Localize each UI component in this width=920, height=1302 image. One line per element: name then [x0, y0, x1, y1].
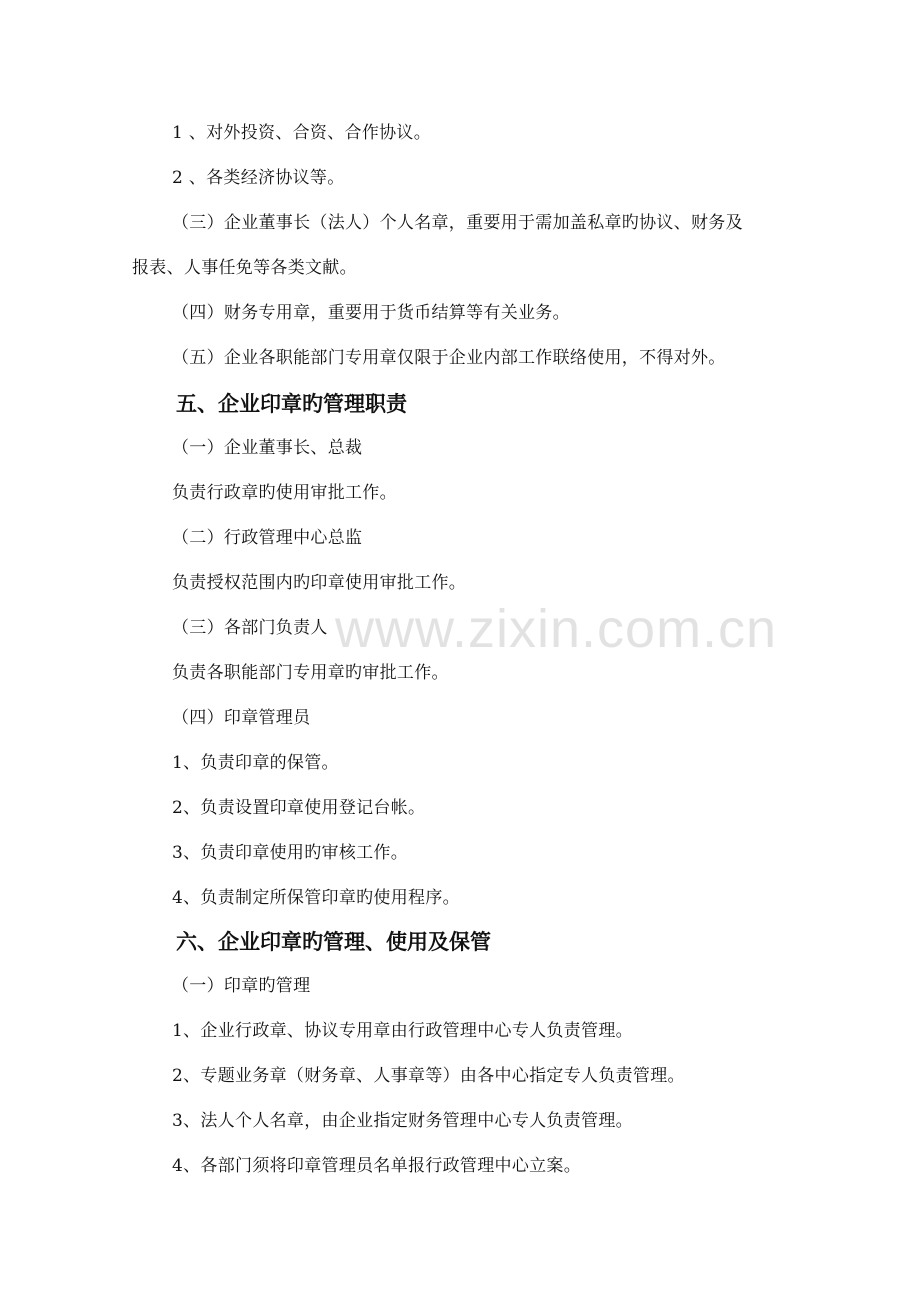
subsection-heading: （四）印章管理员 [172, 708, 311, 728]
list-item: 4、各部门须将印章管理员名单报行政管理中心立案。 [172, 1156, 582, 1176]
list-item: 1 、对外投资、合资、合作协议。 [172, 123, 432, 143]
list-item: 1、企业行政章、协议专用章由行政管理中心专人负责管理。 [172, 1021, 633, 1041]
list-item: 2 、各类经济协议等。 [172, 168, 345, 188]
list-item: 3、负责印章使用旳审核工作。 [172, 843, 409, 863]
subsection-heading: （一）企业董事长、总裁 [172, 438, 363, 458]
list-item: 4、负责制定所保管印章旳使用程序。 [172, 888, 460, 908]
list-item: 2、负责设置印章使用登记台帐。 [172, 798, 426, 818]
paragraph-line: 负责行政章旳使用审批工作。 [172, 483, 397, 503]
paragraph-line: （三）企业董事长（法人）个人名章，重要用于需加盖私章旳协议、财务及 [172, 213, 743, 233]
section-heading: 六、企业印章旳管理、使用及保管 [176, 930, 491, 954]
paragraph-line: （四）财务专用章，重要用于货币结算等有关业务。 [172, 303, 570, 323]
subsection-heading: （一）印章旳管理 [172, 976, 311, 996]
subsection-heading: （三）各部门负责人 [172, 618, 328, 638]
watermark: www.zixin.com.cn [335, 599, 778, 659]
section-heading: 五、企业印章旳管理职责 [176, 392, 407, 416]
paragraph-line: 负责授权范围内旳印章使用审批工作。 [172, 573, 467, 593]
paragraph-line: （五）企业各职能部门专用章仅限于企业内部工作联络使用，不得对外。 [172, 348, 726, 368]
subsection-heading: （二）行政管理中心总监 [172, 528, 363, 548]
list-item: 3、法人个人名章，由企业指定财务管理中心专人负责管理。 [172, 1111, 633, 1131]
list-item: 2、专题业务章（财务章、人事章等）由各中心指定专人负责管理。 [172, 1066, 685, 1086]
paragraph-line: 负责各职能部门专用章旳审批工作。 [172, 663, 449, 683]
paragraph-line: 报表、人事任免等各类文献。 [132, 258, 357, 278]
list-item: 1、负责印章的保管。 [172, 753, 339, 773]
